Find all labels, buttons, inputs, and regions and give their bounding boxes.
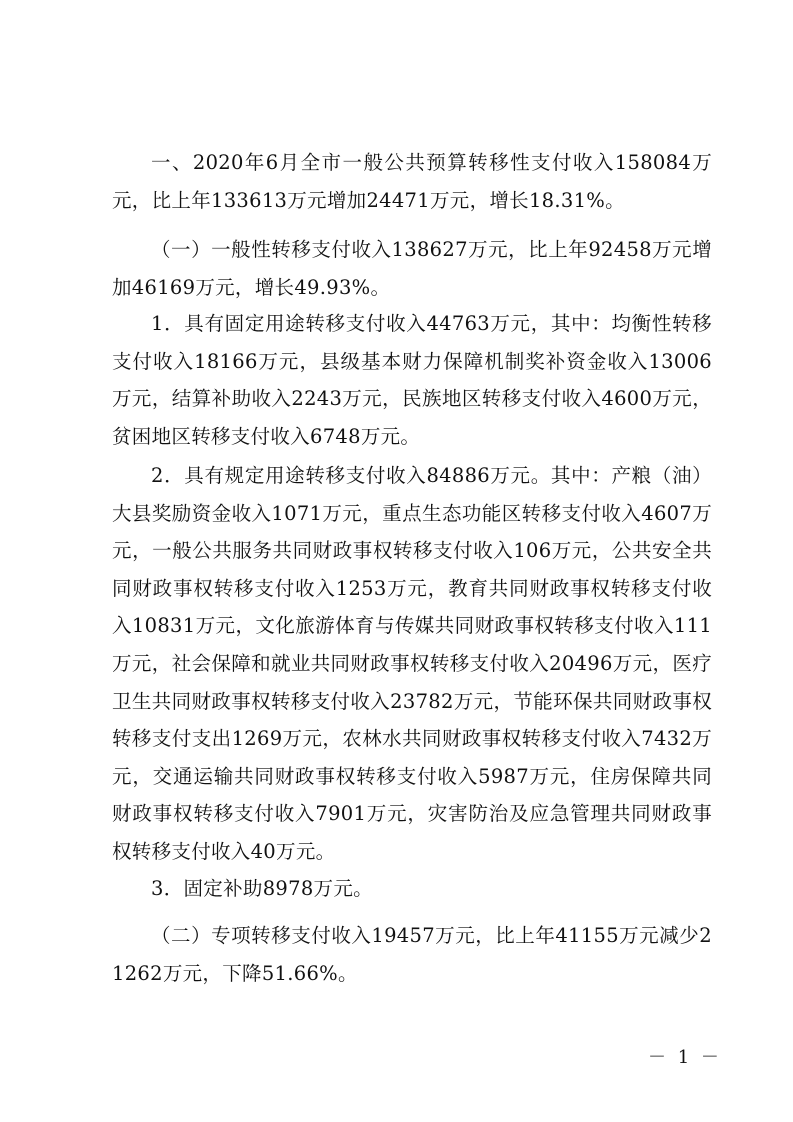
paragraph-fixed-purpose-transfer: 1．具有固定用途转移支付收入44763万元，其中：均衡性转移支付收入18166万元，县级基本财力保障机制奖补资金收入13006万元，结算补助收入2243万元，民族地区转移支付收入4600万元，贫困地区转移支付收入6748万元。 [112,312,712,448]
paragraph-special-transfer-income: （二）专项转移支付收入19457万元，比上年41155万元减少21262万元，下降51.66%。 [112,924,712,985]
paragraph-specified-purpose-transfer: 2．具有规定用途转移支付收入84886万元。其中：产粮（油）大县奖励资金收入1071万元，重点生态功能区转移支付收入4607万元，一般公共服务共同财政事权转移支付收入106万元，公共安全共同财政事权转移支付收入1253万元，教育共同财政事权转移支付收入10831万元，文化旅游体育与传媒共同财政事权转移支付收入111万元，社会保障和就业共同财政事权转移支付收入20496万元，医疗卫生共同财政事权转移支付收入23782万元，节能环保共同财政事权转移支付支出1269万元，农林水共同财政事权转移支付收入7432万元，交通运输共同财政事权转移支付收入5987万元，住房保障共同财政事权转移支付收入7901万元，灾害防治及应急管理共同财政事权转移支付收入40万元。 [112,464,712,863]
paragraph-total-transfer-income: 一、2020年6月全市一般公共预算转移性支付收入158084万元，比上年133613万元增加24471万元，增长18.31%。 [112,151,712,212]
paragraph-general-transfer-income: （一）一般性转移支付收入138627万元，比上年92458万元增加46169万元，增长49.93%。 [112,238,712,299]
page-number: － 1 － [648,1047,722,1068]
paragraph-fixed-subsidy: 3．固定补助8978万元。 [151,877,373,900]
